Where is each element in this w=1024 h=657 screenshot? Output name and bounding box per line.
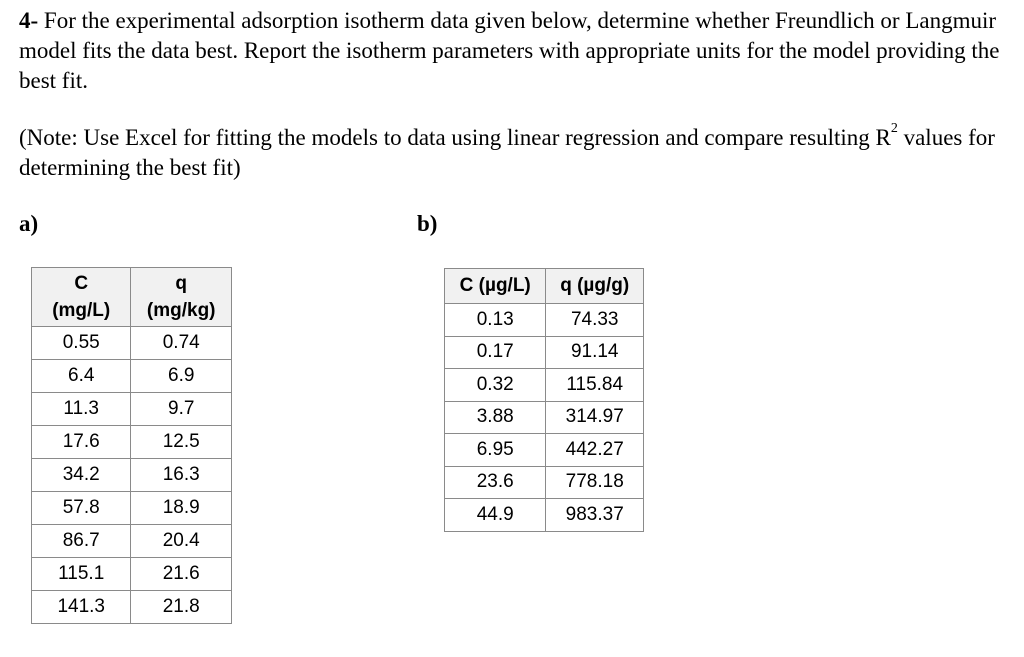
cell-q: 115.84: [546, 369, 644, 402]
note-body-end: values for determining the best fit): [19, 125, 995, 180]
cell-c: 0.55: [32, 327, 131, 360]
table-row: [445, 401, 644, 434]
table-b: [444, 268, 644, 532]
part-a-label: a): [19, 211, 39, 236]
table-a-header-row: [32, 268, 232, 327]
note-text: [19, 123, 1004, 183]
question-number: 4-: [19, 8, 39, 33]
cell-c: 23.6: [445, 466, 546, 499]
cell-c: 44.9: [445, 499, 546, 532]
table-row: [32, 426, 232, 459]
table-row: [32, 459, 232, 492]
note-body: (Note: Use Excel for fitting the models to data using linear regression and compare resulting R: [19, 125, 891, 150]
cell-q: 91.14: [546, 336, 644, 369]
cell-q: 442.27: [546, 434, 644, 467]
cell-q: 12.5: [131, 426, 232, 459]
cell-q: 314.97: [546, 401, 644, 434]
cell-q: 983.37: [546, 499, 644, 532]
cell-c: 0.13: [445, 304, 546, 337]
cell-c: 34.2: [32, 459, 131, 492]
cell-q: 18.9: [131, 492, 232, 525]
question-body: For the experimental adsorption isotherm data given below, determine whether Freundlich or Langmuir model fits the data best. Report the isotherm parameters with appropriate units for the model providing the best fit.: [19, 8, 1000, 93]
question-text: [19, 6, 1004, 96]
table-b-header-c: C (µg/L): [445, 269, 546, 304]
table-row: [445, 336, 644, 369]
table-a: [31, 267, 232, 624]
table-row: [445, 369, 644, 402]
cell-q: 74.33: [546, 304, 644, 337]
table-row: [32, 327, 232, 360]
table-row: [32, 558, 232, 591]
table-row: [32, 591, 232, 624]
part-b-label: b): [417, 211, 438, 236]
cell-q: 778.18: [546, 466, 644, 499]
cell-c: 57.8: [32, 492, 131, 525]
cell-c: 3.88: [445, 401, 546, 434]
table-row: [32, 393, 232, 426]
cell-c: 115.1: [32, 558, 131, 591]
cell-c: 6.4: [32, 360, 131, 393]
cell-q: 21.6: [131, 558, 232, 591]
table-row: [445, 304, 644, 337]
cell-c: 141.3: [32, 591, 131, 624]
cell-c: 6.95: [445, 434, 546, 467]
cell-q: 0.74: [131, 327, 232, 360]
table-a-header-q: q (mg/kg): [131, 268, 232, 327]
cell-q: 9.7: [131, 393, 232, 426]
table-row: [445, 499, 644, 532]
table-b-header-row: [445, 269, 644, 304]
cell-c: 0.17: [445, 336, 546, 369]
cell-c: 0.32: [445, 369, 546, 402]
table-row: [445, 434, 644, 467]
cell-q: 21.8: [131, 591, 232, 624]
table-row: [32, 360, 232, 393]
cell-q: 6.9: [131, 360, 232, 393]
table-a-header-c: C (mg/L): [32, 268, 131, 327]
r-squared-superscript: 2: [890, 121, 898, 137]
table-row: [32, 525, 232, 558]
table-b-header-q: q (µg/g): [546, 269, 644, 304]
cell-q: 16.3: [131, 459, 232, 492]
cell-c: 86.7: [32, 525, 131, 558]
cell-c: 17.6: [32, 426, 131, 459]
table-row: [445, 466, 644, 499]
table-row: [32, 492, 232, 525]
cell-c: 11.3: [32, 393, 131, 426]
cell-q: 20.4: [131, 525, 232, 558]
